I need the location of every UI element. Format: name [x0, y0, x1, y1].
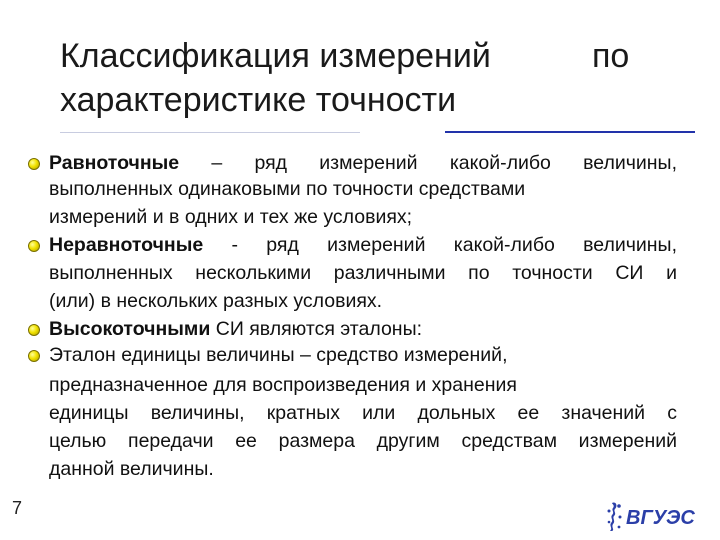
bullet-2-line-2: выполненных несколькими различными по точности СИ и	[49, 262, 677, 284]
bullet-3-line-1	[49, 316, 677, 342]
bullet-1-line-2: выполненных одинаковыми по точности средствами	[49, 178, 526, 200]
bullet-icon	[28, 158, 40, 170]
bullet-1-line-1	[49, 150, 677, 176]
bullet-icon	[28, 350, 40, 362]
title-divider	[445, 131, 695, 133]
bullet-4-line-5: данной величины.	[49, 458, 214, 480]
bullet-2-term: Неравноточные	[49, 234, 204, 256]
title-divider-light	[60, 132, 360, 133]
bullet-3-term: Высокоточными	[49, 318, 211, 340]
bullet-2-line-1	[49, 232, 677, 258]
title-text-1: Классификация измерений	[60, 37, 491, 75]
bullet-4-line-1: Эталон единицы величины – средство измерений,	[49, 344, 508, 366]
bullet-4-line-3: единицы величины, кратных или дольных ее значений с	[49, 402, 677, 424]
bullet-1-text: – ряд измерений какой-либо величины,	[179, 152, 677, 174]
slide-number: 7	[12, 498, 23, 518]
bullet-1-line-3: измерений и в одних и тех же условиях;	[49, 206, 413, 228]
title-line-1-tail: по	[592, 37, 630, 75]
bullet-2-text: - ряд измерений какой-либо величины,	[203, 234, 677, 256]
bullet-icon	[28, 324, 40, 336]
bullet-1-term: Равноточные	[49, 152, 180, 174]
university-logo-icon	[606, 500, 698, 532]
title-line-2: характеристике точности	[60, 81, 457, 119]
bullet-3-text: СИ являются эталоны:	[210, 318, 423, 340]
university-logo	[606, 500, 698, 537]
bullet-2-line-3: (или) в нескольких разных условиях.	[49, 290, 383, 312]
bullet-4-line-4: целью передачи ее размера другим средствам измерений	[49, 430, 677, 452]
title-line-1	[60, 36, 491, 76]
bullet-icon	[28, 240, 40, 252]
svg-text:ВГУЭС: ВГУЭС	[626, 507, 695, 529]
bullet-4-line-2: предназначенное для воспроизведения и хранения	[49, 374, 517, 396]
